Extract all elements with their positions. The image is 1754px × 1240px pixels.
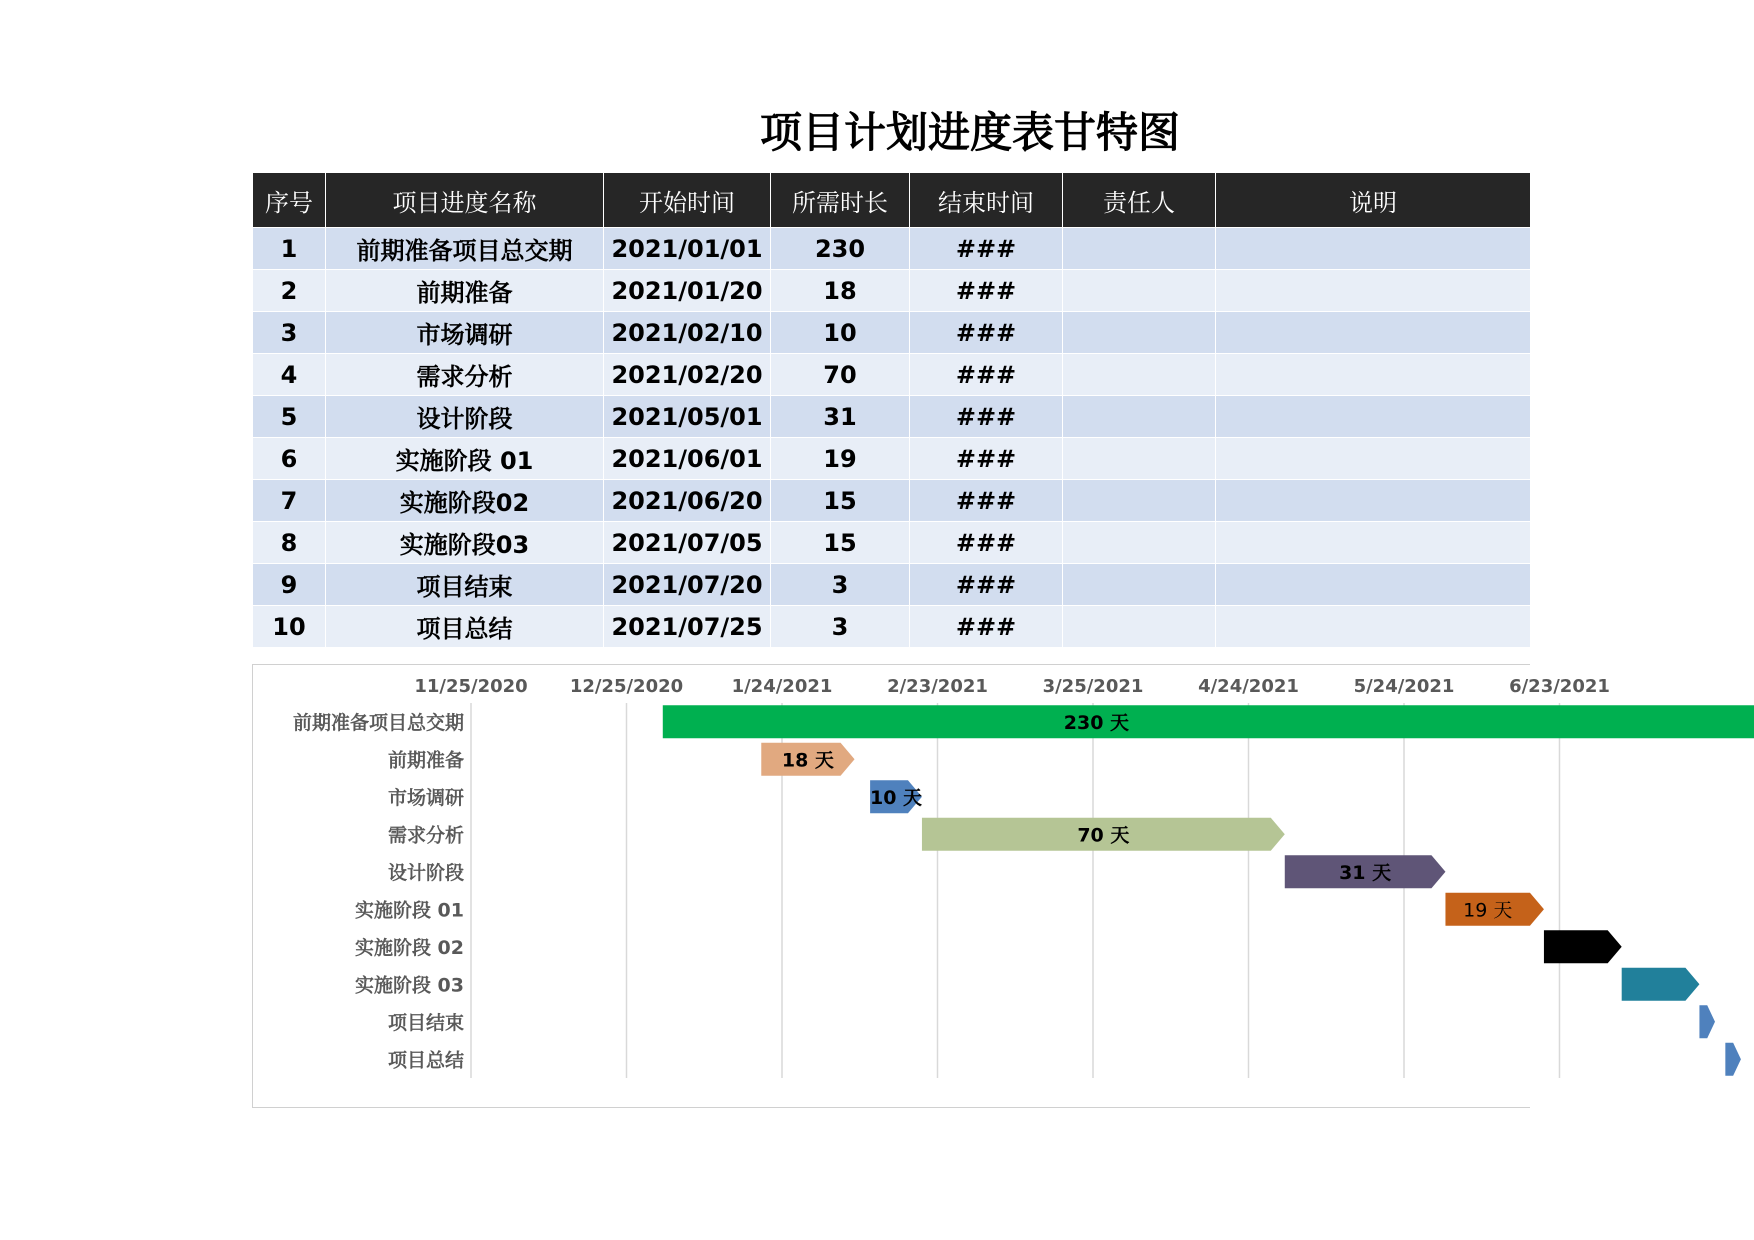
header-start: 开始时间 — [604, 173, 771, 228]
cell-no: 5 — [253, 396, 326, 438]
cell-name: 前期准备 — [326, 270, 604, 312]
category-label: 前期准备 — [387, 749, 464, 772]
cell-name: 实施阶段02 — [326, 480, 604, 522]
category-label: 设计阶段 — [387, 861, 464, 884]
gantt-bar — [1544, 930, 1622, 963]
cell-duration: 31 — [771, 396, 910, 438]
header-owner: 责任人 — [1063, 173, 1216, 228]
cell-end: ### — [910, 522, 1063, 564]
header-end: 结束时间 — [910, 173, 1063, 228]
cell-name: 设计阶段 — [326, 396, 604, 438]
cell-duration: 15 — [771, 522, 910, 564]
category-label: 实施阶段 03 — [354, 974, 464, 997]
cell-duration: 19 — [771, 438, 910, 480]
bar-data-label: 230 天 — [1063, 711, 1130, 734]
cell-name: 项目结束 — [326, 564, 604, 606]
bar-data-label: 10 天 — [869, 786, 923, 809]
cell-duration: 18 — [771, 270, 910, 312]
cell-end: ### — [910, 438, 1063, 480]
cell-duration: 70 — [771, 354, 910, 396]
cell-start: 2021/01/20 — [604, 270, 771, 312]
page-title: 项目计划进度表甘特图 — [760, 108, 1181, 157]
cell-start: 2021/06/01 — [604, 438, 771, 480]
bar-data-label: 31 天 — [1339, 861, 1392, 884]
x-tick-label: 11/25/2020 — [414, 676, 528, 697]
category-label: 项目结束 — [387, 1011, 464, 1034]
header-name: 项目进度名称 — [326, 173, 604, 228]
category-label: 前期准备项目总交期 — [292, 711, 464, 734]
gantt-bar — [1699, 1005, 1715, 1038]
cell-start: 2021/02/10 — [604, 312, 771, 354]
x-tick-label: 6/23/2021 — [1509, 676, 1610, 697]
header-no: 序号 — [253, 173, 326, 228]
cell-duration: 3 — [771, 606, 910, 648]
cell-no: 10 — [253, 606, 326, 648]
bar-data-label: 70 天 — [1077, 824, 1130, 847]
cell-no: 2 — [253, 270, 326, 312]
cell-no: 9 — [253, 564, 326, 606]
category-label: 市场调研 — [387, 786, 464, 809]
cell-end: ### — [910, 606, 1063, 648]
cell-duration: 230 — [771, 228, 910, 270]
x-tick-label: 3/25/2021 — [1042, 676, 1144, 697]
category-label: 实施阶段 01 — [354, 899, 464, 922]
category-label: 需求分析 — [387, 824, 464, 847]
cell-no: 7 — [253, 480, 326, 522]
x-tick-label: 12/25/2020 — [569, 676, 684, 697]
cell-end: ### — [910, 396, 1063, 438]
cell-name: 需求分析 — [326, 354, 604, 396]
bar-data-label: 19 天 — [1463, 899, 1513, 922]
cell-end: ### — [910, 270, 1063, 312]
header-note: 说明 — [1216, 173, 1531, 228]
cell-name: 实施阶段03 — [326, 522, 604, 564]
cell-end: ### — [910, 312, 1063, 354]
cell-duration: 3 — [771, 564, 910, 606]
gantt-bar — [1622, 968, 1700, 1001]
cell-start: 2021/06/20 — [604, 480, 771, 522]
cell-no: 4 — [253, 354, 326, 396]
x-tick-label: 1/24/2021 — [731, 676, 833, 697]
cell-end: ### — [910, 564, 1063, 606]
category-label: 实施阶段 02 — [354, 936, 464, 959]
cell-duration: 10 — [771, 312, 910, 354]
cell-start: 2021/07/05 — [604, 522, 771, 564]
cell-start: 2021/07/20 — [604, 564, 771, 606]
cell-end: ### — [910, 354, 1063, 396]
cell-start: 2021/05/01 — [604, 396, 771, 438]
bar-data-label: 18 天 — [781, 749, 834, 772]
cell-name: 实施阶段 01 — [326, 438, 604, 480]
category-label: 项目总结 — [387, 1049, 464, 1072]
cell-no: 8 — [253, 522, 326, 564]
cell-start: 2021/01/01 — [604, 228, 771, 270]
cell-name: 前期准备项目总交期 — [326, 228, 604, 270]
cell-name: 市场调研 — [326, 312, 604, 354]
header-duration: 所需时长 — [771, 173, 910, 228]
cell-no: 3 — [253, 312, 326, 354]
cell-name: 项目总结 — [326, 606, 604, 648]
cell-end: ### — [910, 228, 1063, 270]
gantt-bar — [1725, 1043, 1741, 1076]
cell-end: ### — [910, 480, 1063, 522]
cell-no: 1 — [253, 228, 326, 270]
x-tick-label: 4/24/2021 — [1198, 676, 1299, 697]
cell-duration: 15 — [771, 480, 910, 522]
cell-start: 2021/07/25 — [604, 606, 771, 648]
x-tick-label: 2/23/2021 — [887, 676, 988, 697]
cell-no: 6 — [253, 438, 326, 480]
x-tick-label: 5/24/2021 — [1353, 676, 1455, 697]
cell-start: 2021/02/20 — [604, 354, 771, 396]
